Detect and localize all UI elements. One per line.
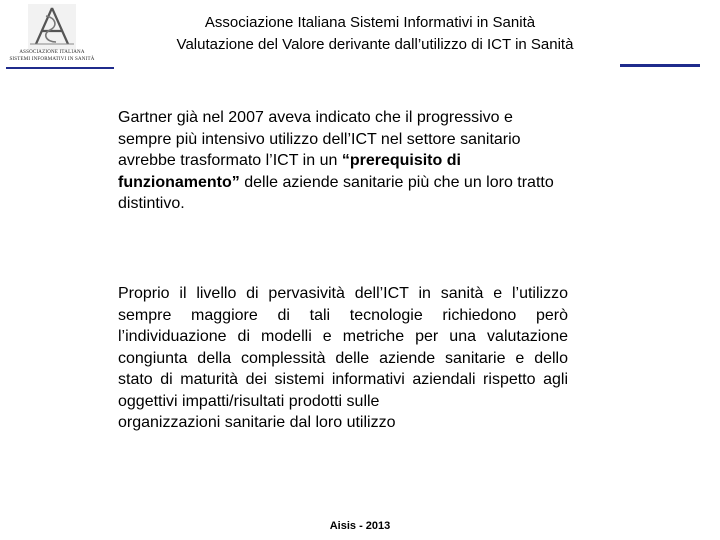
paragraph-gartner — [118, 107, 568, 215]
paragraph-pervasivita — [118, 283, 568, 434]
footer-text: Aisis - 2013 — [329, 520, 391, 532]
paragraph-gartner-after: delle aziende sanitarie più che un loro tratto distintivo. — [118, 173, 554, 212]
paragraph-pervasivita-last-line: organizzazioni sanitarie dal loro utilizzo — [118, 414, 396, 431]
paragraph-gartner-before: Gartner già nel 2007 aveva indicato che il progressivo e sempre più intensivo utilizzo dell’ICT nel settore sanitario avrebbe trasformato l’ICT in un — [118, 109, 521, 169]
header-rule-left — [6, 67, 114, 69]
paragraph-pervasivita-body: Proprio il livello di pervasività dell’ICT in sanità e l’utilizzo sempre maggiore di tali tecnologie richiedono però l’individuazione di modelli e metriche per una valutazione congiunta della complessità delle aziende sanitarie e dello stato di maturità dei sistemi informativi aziendali rispetto agli oggettivi impatti/risultati prodotti sulle — [118, 285, 568, 410]
logo-text-line2: SISTEMI INFORMATIVI IN SANITÀ — [9, 57, 95, 62]
aisis-logo — [6, 4, 98, 68]
header-subtitle: Valutazione del Valore derivante dall’utilizzo di ICT in Sanità — [176, 36, 574, 53]
paragraph-gartner-emphasis: “prerequisito di funzionamento” — [118, 152, 461, 191]
logo-text-line1: ASSOCIAZIONE ITALIANA — [19, 50, 85, 55]
header-rule-right — [620, 64, 700, 67]
header-title: Associazione Italiana Sistemi Informativi in Sanità — [204, 14, 536, 31]
aisis-logo-icon — [6, 4, 98, 50]
